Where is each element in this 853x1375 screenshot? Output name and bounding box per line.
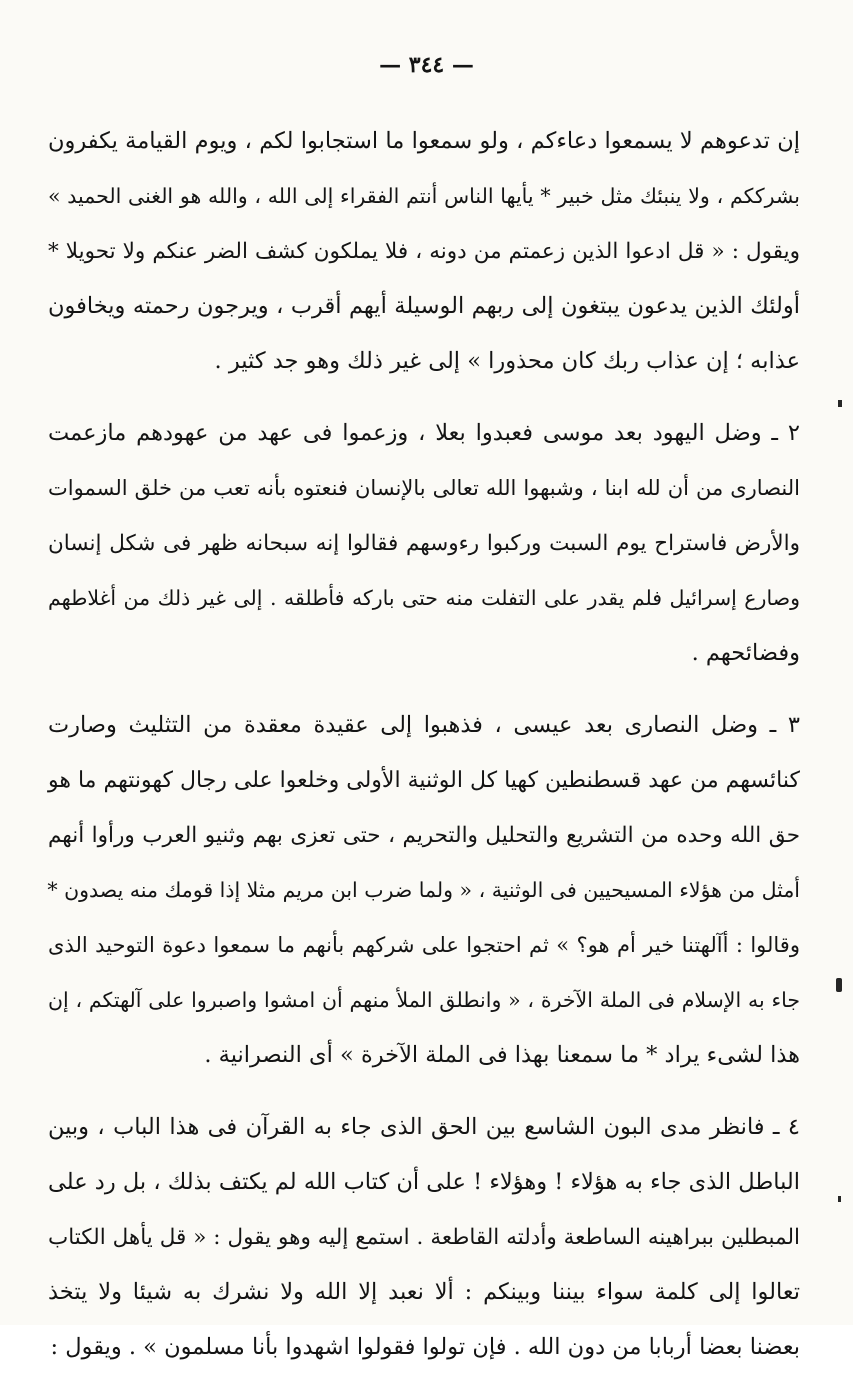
text-line: هذا لشىء يراد * ما سمعنا بهذا فى الملة الآخرة » أى النصرانية .: [204, 1042, 800, 1068]
text-line: حق الله وحده من التشريع والتحليل والتحريم ، حتى تعزى بهم وثنيو العرب ورأوا أنهم: [48, 823, 800, 848]
page-number: — ٣٤٤ —: [379, 52, 474, 78]
paragraph: [48, 406, 800, 681]
text-line: أولئك الذين يدعون يبتغون إلى ربهم الوسيلة أيهم أقرب ، ويرجون رحمته ويخافون: [48, 293, 800, 319]
margin-mark: [836, 978, 842, 992]
paragraph: [48, 698, 800, 1083]
text-line: وصارع إسرائيل فلم يقدر على التفلت منه حتى باركه فأطلقه . إلى غير ذلك من أغلاطهم: [48, 586, 800, 610]
margin-mark: [838, 400, 842, 407]
text-line: وقالوا : أآلهتنا خير أم هو؟ » ثم احتجوا على شركهم بأنهم ما سمعوا دعوة التوحيد الذى: [48, 933, 800, 957]
text-line: ٣ ـ وضل النصارى بعد عيسى ، فذهبوا إلى عقيدة معقدة من التثليث وصارت: [48, 712, 800, 738]
text-line: إن تدعوهم لا يسمعوا دعاءكم ، ولو سمعوا ما استجابوا لكم ، ويوم القيامة يكفرون: [48, 128, 800, 154]
paragraph: [48, 114, 800, 389]
text-line: المبطلين ببراهينه الساطعة وأدلته القاطعة . استمع إليه وهو يقول : « قل يأهل الكتاب: [48, 1225, 800, 1250]
text-line: النصارى من أن لله ابنا ، وشبهوا الله تعالى بالإنسان فنعتوه بأنه تعب من خلق السموات: [48, 476, 800, 500]
text-line: وفضائحهم .: [691, 640, 800, 666]
margin-mark: [838, 1196, 841, 1202]
text-line: عذابه ؛ إن عذاب ربك كان محذورا » إلى غير ذلك وهو جد كثير .: [214, 348, 800, 374]
text-line: بعضنا بعضا أربابا من دون الله . فإن تولوا فقولوا اشهدوا بأنا مسلمون » . ويقول :: [50, 1334, 800, 1360]
text-line: الباطل الذى جاء به هؤلاء ! وهؤلاء ! على أن كتاب الله لم يكتف بذلك ، بل رد على: [48, 1169, 800, 1195]
text-line: جاء به الإسلام فى الملة الآخرة ، « وانطلق الملأ منهم أن امشوا واصبروا على آلهتكم ، إن: [48, 988, 800, 1012]
paragraph: [48, 1100, 800, 1375]
text-line: أمثل من هؤلاء المسيحيين فى الوثنية ، « ولما ضرب ابن مريم مثلا إذا قومك منه يصدون *: [47, 878, 800, 902]
text-line: بشرككم ، ولا ينبئك مثل خبير * يأيها الناس أنتم الفقراء إلى الله ، والله هو الغنى الحميد »: [48, 184, 800, 208]
text-line: ويقول : « قل ادعوا الذين زعمتم من دونه ، فلا يملكون كشف الضر عنكم ولا تحويلا *: [48, 239, 800, 264]
text-line: ٢ ـ وضل اليهود بعد موسى فعبدوا بعلا ، وزعموا فى عهد من عهودهم مازعمت: [48, 420, 800, 446]
text-line: كنائسهم من عهد قسطنطين كهيا كل الوثنية الأولى وخلعوا على رجال كهونتهم ما هو: [48, 768, 800, 793]
text-line: والأرض فاستراح يوم السبت وركبوا رءوسهم فقالوا إنه سبحانه ظهر فى شكل إنسان: [48, 531, 800, 556]
text-line: تعالوا إلى كلمة سواء بيننا وبينكم : ألا نعبد إلا الله ولا نشرك به شيئا ولا يتخذ: [48, 1279, 800, 1305]
text-line: ٤ ـ فانظر مدى البون الشاسع بين الحق الذى جاء به القرآن فى هذا الباب ، وبين: [48, 1114, 800, 1140]
body-text: [48, 114, 800, 1375]
